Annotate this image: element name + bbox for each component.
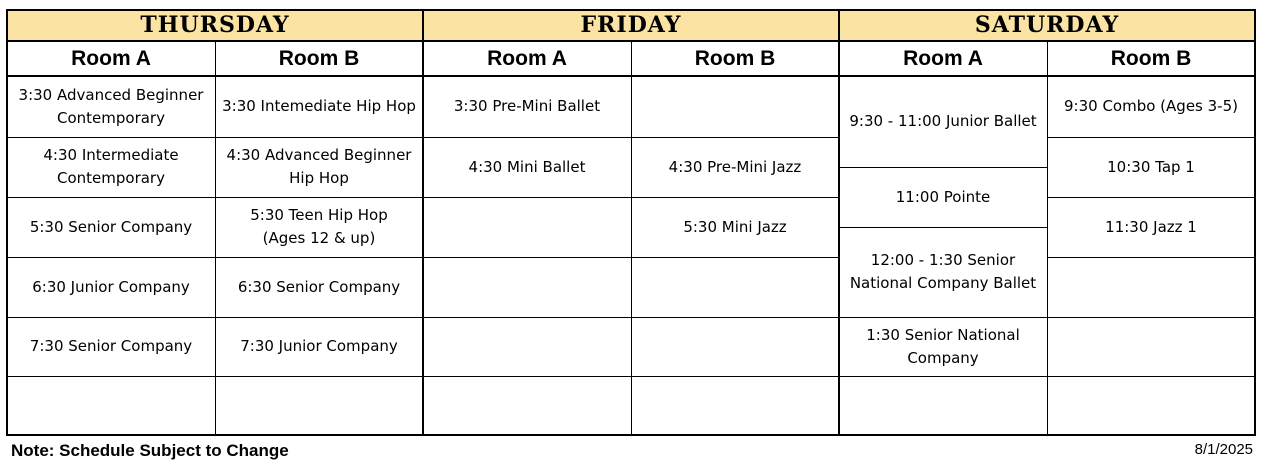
schedule-cell-saturday-b <box>1047 317 1255 376</box>
schedule-cell-saturday-a <box>839 376 1047 435</box>
border-top <box>7 9 1256 11</box>
schedule-cell-saturday-b: 9:30 Combo (Ages 3-5) <box>1064 97 1238 115</box>
schedule-cell-saturday-b <box>1047 376 1255 435</box>
schedule-cell-friday-a <box>423 257 631 317</box>
day-divider <box>422 9 424 436</box>
room-header-1: Room B <box>278 47 360 70</box>
row-divider <box>7 257 839 258</box>
day-header-thursday: THURSDAY <box>7 9 423 41</box>
row-divider <box>1047 257 1255 258</box>
schedule-cell-saturday-b: 10:30 Tap 1 <box>1107 157 1195 176</box>
schedule-cell-friday-b: 4:30 Pre-Mini Jazz <box>668 157 802 176</box>
row-divider <box>7 137 839 138</box>
schedule-cell-saturday-a: 9:30 - 11:00 Junior Ballet <box>849 112 1037 130</box>
schedule-cell-friday-b <box>631 317 839 376</box>
schedule-cell-friday-b <box>631 76 839 137</box>
schedule-cell-friday-b <box>631 257 839 317</box>
schedule-cell-friday-a <box>423 317 631 376</box>
schedule-cell-friday-b: 5:30 Mini Jazz <box>683 217 787 236</box>
schedule-cell-thursday-a: 5:30 Senior Company <box>29 217 193 236</box>
row-divider <box>7 317 839 318</box>
border-right <box>1254 9 1256 436</box>
schedule-cell-friday-a: 4:30 Mini Ballet <box>468 157 586 176</box>
day-header-friday: FRIDAY <box>423 9 839 41</box>
schedule-cell-thursday-b: 5:30 Teen Hip Hop (Ages 12 & up) <box>250 206 388 247</box>
row-divider <box>1047 317 1255 318</box>
schedule-cell-thursday-b: 4:30 Advanced Beginner Hip Hop <box>226 146 412 187</box>
schedule-note: Note: Schedule Subject to Change <box>11 441 289 460</box>
schedule-cell-thursday-b: 3:30 Intemediate Hip Hop <box>222 97 416 115</box>
row-divider <box>7 197 839 198</box>
schedule-cell-thursday-a: 4:30 Intermediate Contemporary <box>43 146 179 187</box>
schedule-cell-thursday-a: 7:30 Senior Company <box>29 337 193 355</box>
schedule-cell-thursday-b <box>215 376 423 435</box>
room-header-5: Room B <box>1110 47 1192 70</box>
room-header-2: Room A <box>487 47 567 70</box>
row-divider <box>839 167 1047 168</box>
schedule-cell-saturday-a: 11:00 Pointe <box>895 187 991 206</box>
room-header-4: Room A <box>903 47 983 70</box>
room-header-0: Room A <box>71 47 151 70</box>
day-divider <box>838 9 840 436</box>
border-left <box>6 9 8 436</box>
schedule-cell-saturday-b <box>1047 257 1255 317</box>
schedule-cell-thursday-b: 7:30 Junior Company <box>240 337 398 355</box>
schedule-cell-friday-b <box>631 376 839 435</box>
schedule-cell-thursday-a: 6:30 Junior Company <box>32 277 190 296</box>
schedule-cell-friday-a <box>423 376 631 435</box>
schedule-cell-thursday-b: 6:30 Senior Company <box>237 277 401 296</box>
row-divider <box>839 317 1047 318</box>
day-header-saturday: SATURDAY <box>839 9 1255 41</box>
schedule-cell-thursday-a: 3:30 Advanced Beginner Contemporary <box>18 85 204 127</box>
schedule-cell-saturday-a: 1:30 Senior National Company <box>866 325 1020 367</box>
row-divider <box>839 376 1047 377</box>
schedule-cell-friday-a: 3:30 Pre-Mini Ballet <box>453 97 601 115</box>
row-divider <box>1047 197 1255 198</box>
schedule-cell-saturday-b: 11:30 Jazz 1 <box>1105 217 1197 236</box>
schedule-cell-saturday-a: 12:00 - 1:30 Senior National Company Ballet <box>849 251 1037 292</box>
schedule-cell-thursday-a <box>7 376 215 435</box>
room-header-3: Room B <box>694 47 776 70</box>
schedule-date: 8/1/2025 <box>1194 441 1253 458</box>
row-divider <box>839 227 1047 228</box>
row-divider <box>7 376 839 377</box>
row-divider <box>1047 376 1255 377</box>
row-divider <box>1047 137 1255 138</box>
schedule-cell-friday-a <box>423 197 631 257</box>
